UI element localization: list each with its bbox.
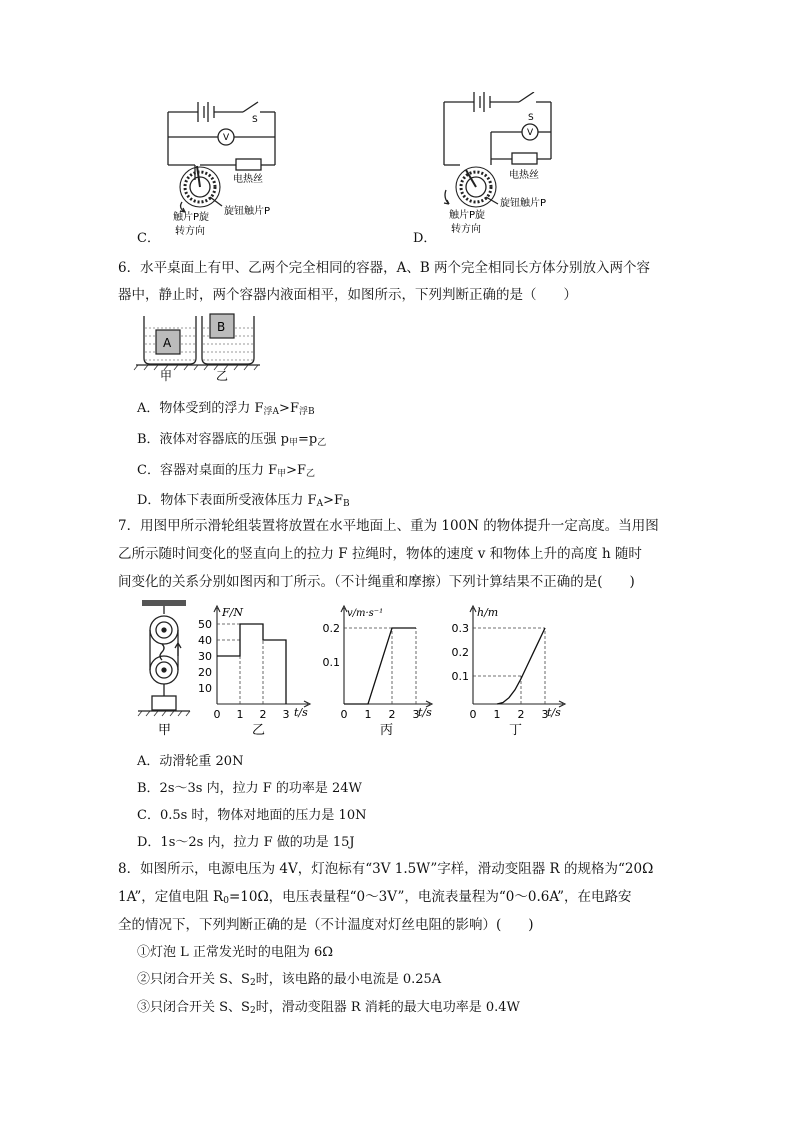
x-ticks xyxy=(214,708,290,721)
y-axis-label: h/m xyxy=(477,606,499,619)
q7-option-b: B．2s～3s 内，拉力 F 的功率是 24W xyxy=(137,781,362,796)
switch-label: S xyxy=(252,115,258,125)
x-ticks xyxy=(470,708,549,721)
x-axis-label: t/s xyxy=(294,706,308,719)
q7-option-a: A．动滑轮重 20N xyxy=(137,754,244,769)
q6-option-d: D．物体下表面所受液体压力 $F_A>F_B$ xyxy=(137,493,350,509)
chart-caption: 乙 xyxy=(252,723,266,738)
heater-label: 电热丝 xyxy=(233,174,263,185)
x-tick-label: 0 xyxy=(469,708,477,721)
y-tick-label: 0.3 xyxy=(451,622,469,635)
voltmeter-label: V xyxy=(223,133,230,143)
x-ticks xyxy=(341,708,420,721)
chart-caption: 丁 xyxy=(509,723,523,738)
y-ticks xyxy=(323,622,341,669)
containers-figure xyxy=(132,308,262,383)
q6-option-c: C．容器对桌面的压力 $F_甲>F_乙$ xyxy=(137,463,316,479)
x-tick-label: 2 xyxy=(259,708,267,721)
x-tick-label: 2 xyxy=(517,708,525,721)
q8-statement-2: ②只闭合开关 S、$S_2$时，该电路的最小电流是 0.25A xyxy=(137,972,442,988)
y-axis-label: F/N xyxy=(222,606,243,619)
q7-stem-line-3: 间变化的关系分别如图丙和丁所示。（不计绳重和摩擦）下列计算结果不正确的是( ) xyxy=(118,574,635,590)
q7-option-d: D．1s～2s 内，拉力 F 做的功是 15J xyxy=(137,835,355,850)
heater-label: 电热丝 xyxy=(509,170,539,181)
q6-stem-line-1: 6．水平桌面上有甲、乙两个完全相同的容器，A、B 两个完全相同长方体分别放入两个容 xyxy=(118,260,651,276)
graph-velocity-time xyxy=(318,604,438,740)
block-a-label: A xyxy=(163,336,172,350)
rotation-label-2: 转方向 xyxy=(451,224,481,235)
x-tick-label: 3 xyxy=(412,708,420,721)
y-ticks xyxy=(452,622,470,683)
circuit-figure-d xyxy=(416,92,566,242)
q8-statement-3: ③只闭合开关 S、$S_2$时，滑动变阻器 R 消耗的最大电功率是 0.4W xyxy=(137,1000,520,1016)
y-tick-label: 30 xyxy=(198,650,212,663)
x-axis-label: t/s xyxy=(547,706,561,719)
y-ticks xyxy=(198,618,212,695)
container-yi-label: 乙 xyxy=(216,369,229,383)
x-tick-label: 2 xyxy=(388,708,396,721)
q7-stem-line-1: 7．用图甲所示滑轮组装置将放置在水平地面上、重为 100N 的物体提升一定高度。当用图 xyxy=(118,518,659,534)
x-tick-label: 1 xyxy=(236,708,244,721)
force-series-line xyxy=(217,624,286,704)
x-axis-label: t/s xyxy=(418,706,432,719)
rotation-label-2: 转方向 xyxy=(175,226,205,237)
container-jia-label: 甲 xyxy=(160,369,173,383)
q6-option-a: A．物体受到的浮力 $F_{浮A}>F_{浮B}$ xyxy=(137,401,315,417)
y-tick-label: 50 xyxy=(198,618,212,631)
x-tick-label: 0 xyxy=(340,708,348,721)
y-tick-label: 0.2 xyxy=(322,622,340,635)
rotation-label-1: 触片P旋 xyxy=(449,210,486,221)
x-tick-label: 3 xyxy=(541,708,549,721)
x-tick-label: 3 xyxy=(282,708,290,721)
y-tick-label: 40 xyxy=(198,634,212,647)
q6-option-b: B．液体对容器底的压强 $p_甲=p_乙$ xyxy=(137,432,327,448)
x-tick-label: 1 xyxy=(493,708,501,721)
pulley-figure xyxy=(134,598,194,738)
graph-height-time xyxy=(443,604,573,740)
y-tick-label: 20 xyxy=(198,666,212,679)
option-d-letter: D． xyxy=(413,231,437,246)
circuit-figure-c xyxy=(140,92,290,242)
voltmeter-label: V xyxy=(527,128,534,138)
velocity-series-line xyxy=(344,628,416,704)
pulley-caption: 甲 xyxy=(158,723,172,738)
y-tick-label: 10 xyxy=(198,682,212,695)
y-tick-label: 0.1 xyxy=(322,656,340,669)
chart-caption: 丙 xyxy=(380,723,394,738)
q8-stem-line-3: 全的情况下，下列判断正确的是（不计温度对灯丝电阻的影响）( ) xyxy=(118,917,534,933)
rotation-label-1: 触片P旋 xyxy=(173,212,210,223)
q8-stem-line-2: 1A”，定值电阻 $R_0=10\Omega$，电压表量程“0～3V”，电流表量程为“0～0.6A”，在电路安 xyxy=(118,889,632,906)
x-tick-label: 0 xyxy=(213,708,221,721)
graph-force-time xyxy=(196,604,316,740)
option-c-letter: C． xyxy=(137,231,160,246)
knob-label: 旋钮触片P xyxy=(500,198,547,209)
q7-stem-line-2: 乙所示随时间变化的竖直向上的拉力 F 拉绳时，物体的速度 v 和物体上升的高度 h 随时 xyxy=(118,546,642,562)
knob-label: 旋钮触片P xyxy=(224,206,271,217)
block-b-label: B xyxy=(217,320,226,334)
x-tick-label: 1 xyxy=(364,708,372,721)
y-tick-label: 0.2 xyxy=(451,646,469,659)
switch-label: S xyxy=(528,113,534,123)
q8-statement-1: ①灯泡 L 正常发光时的电阻为 6Ω xyxy=(137,945,334,960)
q6-stem-line-2: 器中，静止时，两个容器内液面相平，如图所示，下列判断正确的是（ ） xyxy=(118,287,577,303)
q8-stem-line-1: 8．如图所示，电源电压为 4V，灯泡标有“3V 1.5W”字样，滑动变阻器 R 的规格为“20Ω xyxy=(118,861,654,877)
y-axis-label: v/m·s⁻¹ xyxy=(347,608,384,619)
y-tick-label: 0.1 xyxy=(451,670,469,683)
guides xyxy=(473,628,545,704)
q7-option-c: C．0.5s 时，物体对地面的压力是 10N xyxy=(137,808,367,823)
